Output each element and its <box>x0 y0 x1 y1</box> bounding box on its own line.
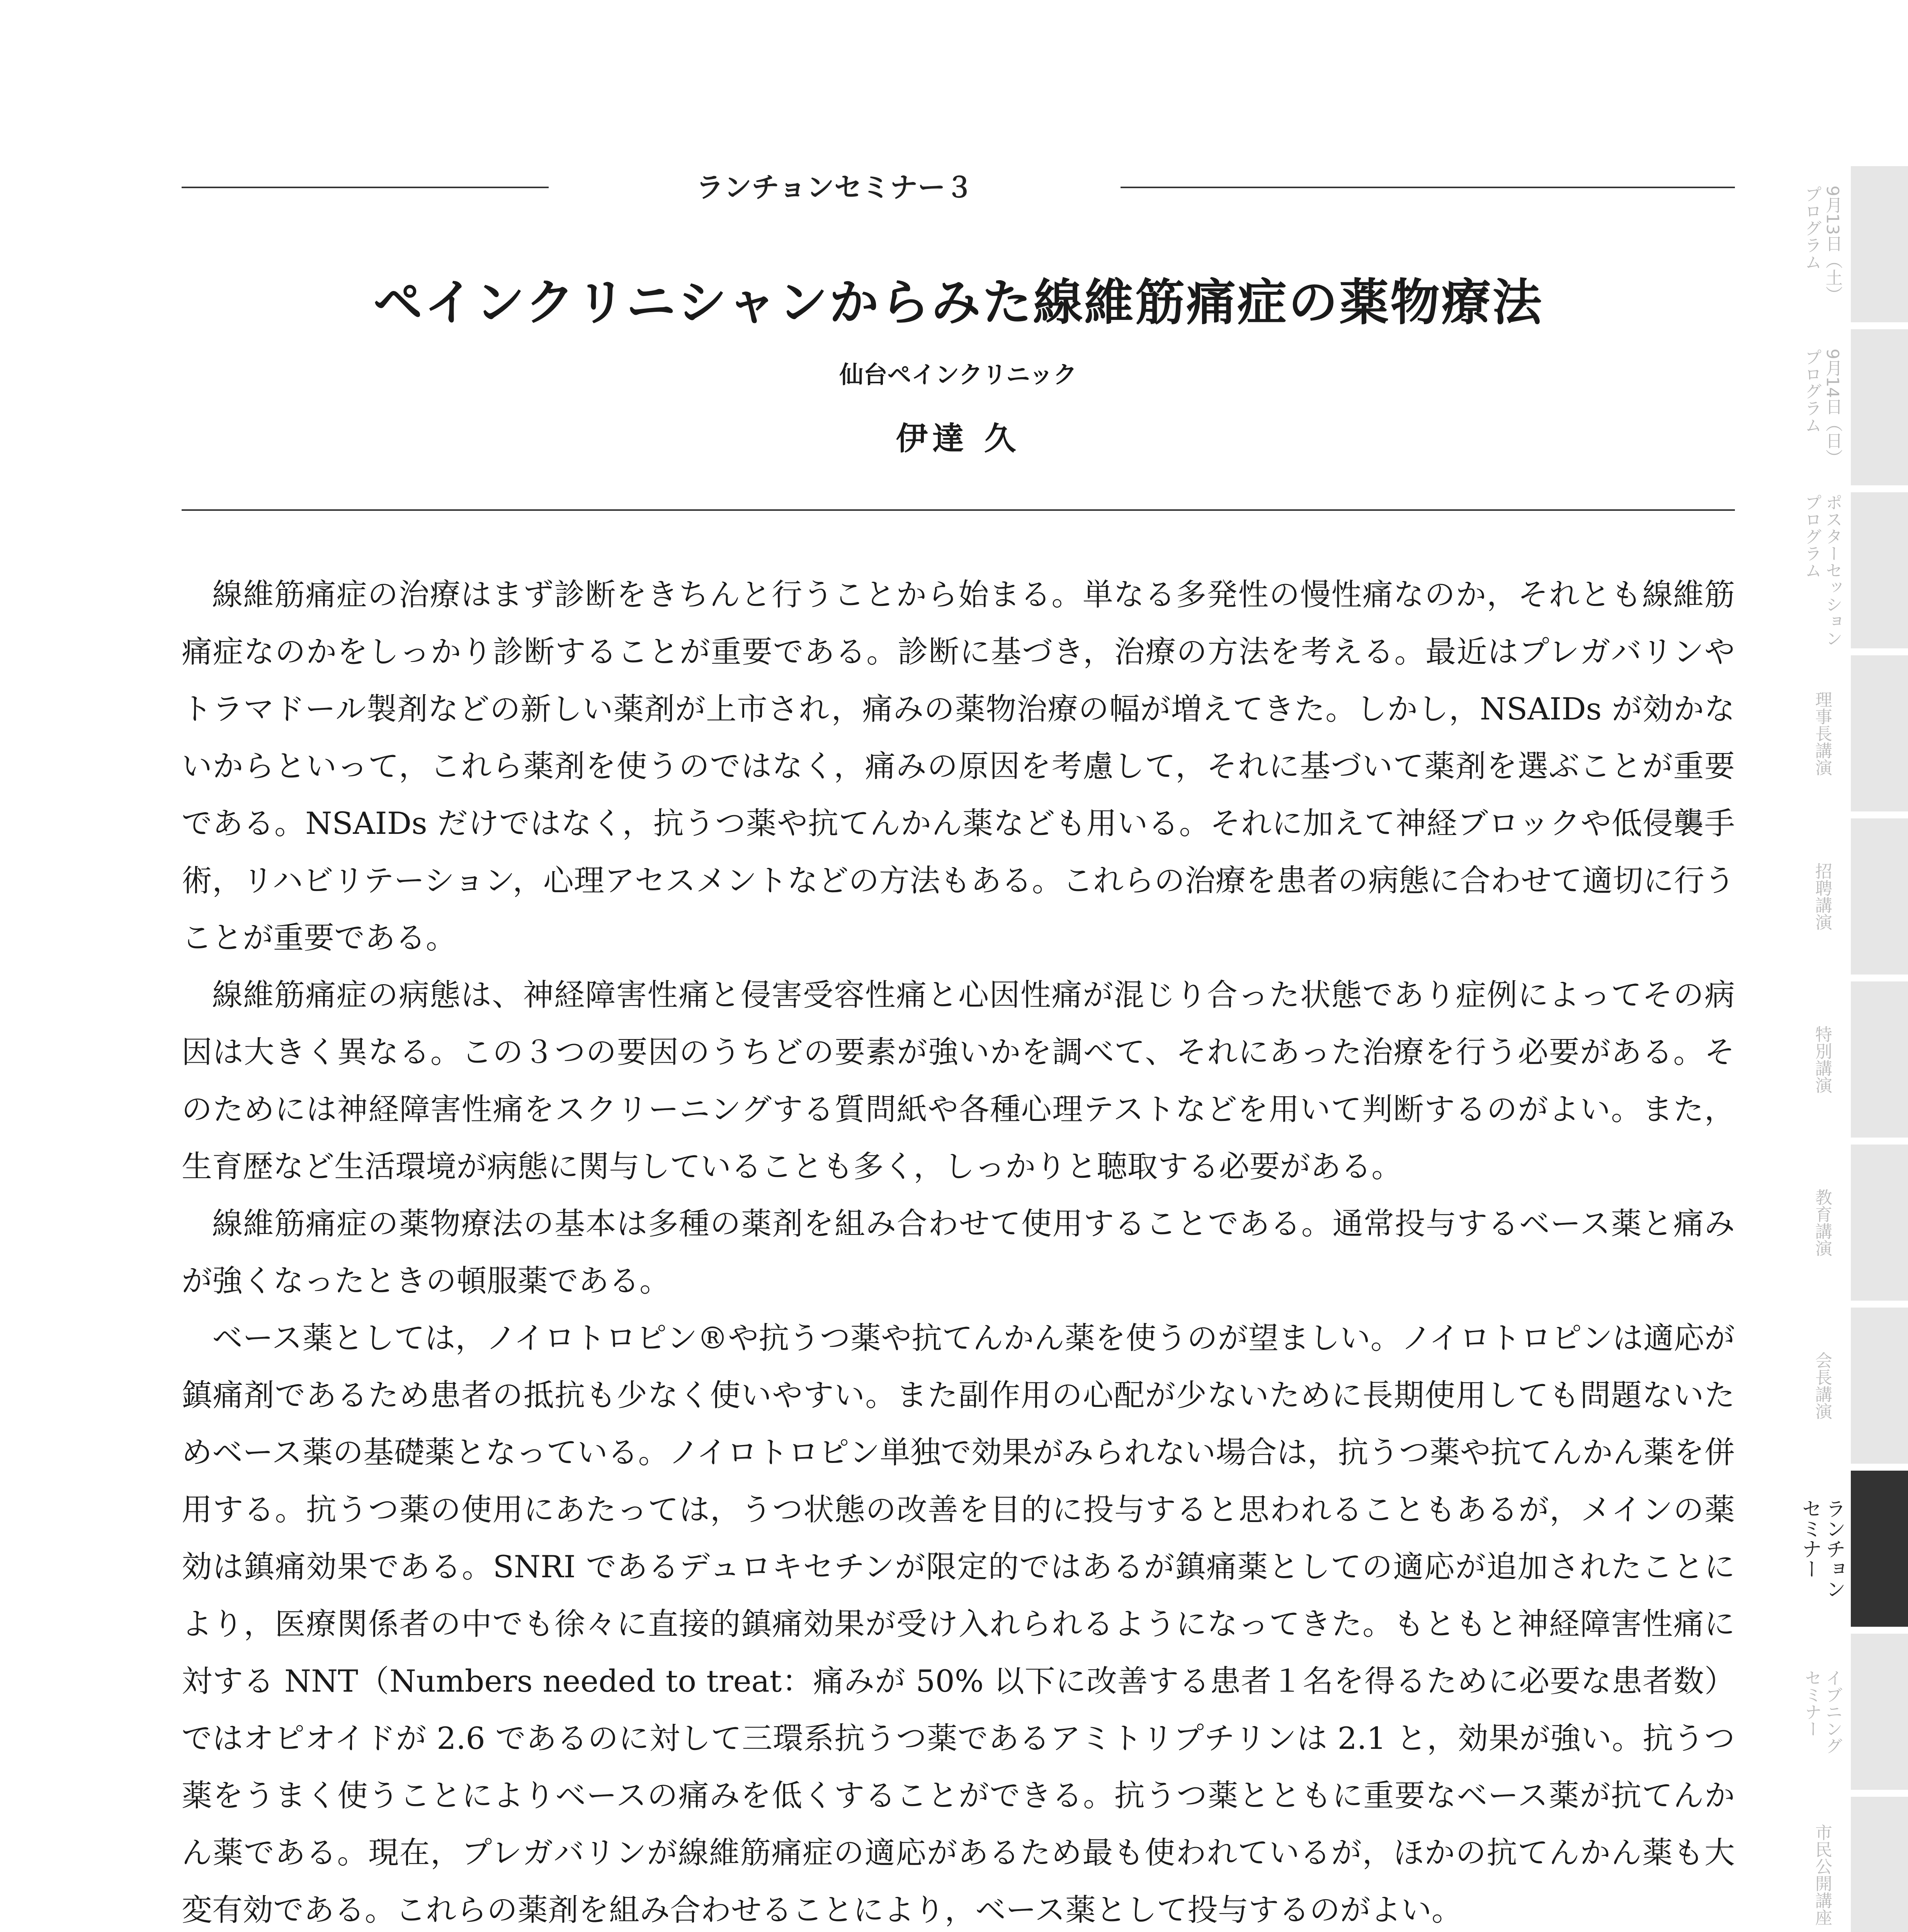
tab-chairman-lecture[interactable] <box>1851 655 1908 811</box>
tab-label: 会長講演 <box>1812 1352 1832 1420</box>
tab-luncheon-seminar[interactable] <box>1851 1471 1908 1627</box>
section-index-tabs <box>1851 166 1908 1932</box>
tab-sep13-program[interactable] <box>1851 166 1908 322</box>
tab-label: イブニング セミナー <box>1802 1669 1842 1754</box>
tab-label: ポスターセッション プログラム <box>1802 494 1842 647</box>
tab-label: 9月13日（土） プログラム <box>1802 185 1842 303</box>
tab-label: 9月14日（日） プログラム <box>1802 349 1842 466</box>
tab-label: 招聘講演 <box>1812 862 1832 930</box>
tab-invited-lecture[interactable] <box>1851 818 1908 975</box>
paragraph: ベース薬としては，ノイロトロピン®や抗うつ薬や抗てんかん薬を使うのが望ましい。ノイロトロピンは適応が鎮痛剤であるため患者の抵抗も少なく使いやすい。また副作用の心配が少ないために長期使用しても問題ないためベース薬の基礎薬となっている。ノイロトロピン単独で効果がみられない場合は，抗うつ薬や抗てんかん薬を併用する。抗うつ薬の使用にあたっては，うつ状態の改善を目的に投与すると思われることもあるが，メインの薬効は鎮痛効果である。SNRI であるデュロキセチンが限定的ではあるが鎮痛薬としての適応が追加されたことにより，医療関係者の中でも徐々に直接的鎮痛効果が受け入れられるようになってきた。もともと神経障害性痛に対する NNT（Numbers needed to treat：痛みが 50% 以下に改善する患者１名を得るために必要な患者数）ではオピオイドが 2.6 であるのに対して三環系抗うつ薬であるアミトリプチリンは 2.1 と，効果が強い。抗うつ薬をうまく使うことによりベースの痛みを低くすることができる。抗うつ薬とともに重要なベース薬が抗てんかん薬である。現在，プレガバリンが線維筋痛症の適応があるため最も使われているが，ほかの抗てんかん薬も大変有効である。これらの薬剤を組み合わせることにより，ベース薬として投与するのがよい。 <box>182 1320 1735 1928</box>
tab-label: 市民公開講座 <box>1812 1824 1832 1926</box>
author-affiliation: 仙台ペインクリニック <box>839 361 1077 389</box>
tab-label: 特別講演 <box>1812 1026 1832 1094</box>
tab-evening-seminar[interactable] <box>1851 1634 1908 1790</box>
tab-public-lecture[interactable] <box>1851 1797 1908 1932</box>
tab-poster-program[interactable] <box>1851 492 1908 648</box>
tab-president-lecture[interactable] <box>1851 1308 1908 1464</box>
article-body <box>182 566 1735 1932</box>
tab-educational-lecture[interactable] <box>1851 1145 1908 1301</box>
tab-sep14-program[interactable] <box>1851 329 1908 485</box>
paragraph: 線維筋痛症の病態は、神経障害性痛と侵害受容性痛と心因性痛が混じり合った状態であり症例によってその病因は大きく異なる。この３つの要因のうちどの要素が強いかを調べて、それにあった治療を行う必要がある。そのためには神経障害性痛をスクリーニングする質問紙や各種心理テストなどを用いて判断するのがよい。また，生育歴など生活環境が病態に関与していることも多く，しっかりと聴取する必要がある。 <box>182 977 1735 1184</box>
paragraph: 線維筋痛症の薬物療法の基本は多種の薬剤を組み合わせて使用することである。通常投与するベース薬と痛みが強くなったときの頓服薬である。 <box>182 1206 1735 1299</box>
article-title: ペインクリニシャンからみた線維筋痛症の薬物療法 <box>373 274 1544 332</box>
tab-label: 教育講演 <box>1812 1189 1832 1257</box>
active-tab-label: ランチョン セミナー <box>1798 1498 1845 1599</box>
paragraph: 線維筋痛症の治療はまず診断をきちんと行うことから始まる。単なる多発性の慢性痛なのか，それとも線維筋痛症なのかをしっかり診断することが重要である。診断に基づき，治療の方法を考える。最近はプレガバリンやトラマドール製剤などの新しい薬剤が上市され，痛みの薬物治療の幅が増えてきた。しかし，NSAIDs が効かないからといって，これら薬剤を使うのではなく，痛みの原因を考慮して，それに基づいて薬剤を選ぶことが重要である。NSAIDs だけではなく，抗うつ薬や抗てんかん薬なども用いる。それに加えて神経ブロックや低侵襲手術，リハビリテーション，心理アセスメントなどの方法もある。これらの治療を患者の病態に合わせて適切に行うことが重要である。 <box>182 577 1735 956</box>
tab-label: 理事長講演 <box>1812 691 1832 776</box>
title-rule <box>182 509 1735 511</box>
tab-special-lecture[interactable] <box>1851 981 1908 1138</box>
session-heading: ランチョンセミナー３ <box>549 166 1121 209</box>
author-name: 伊達 久 <box>896 420 1021 457</box>
